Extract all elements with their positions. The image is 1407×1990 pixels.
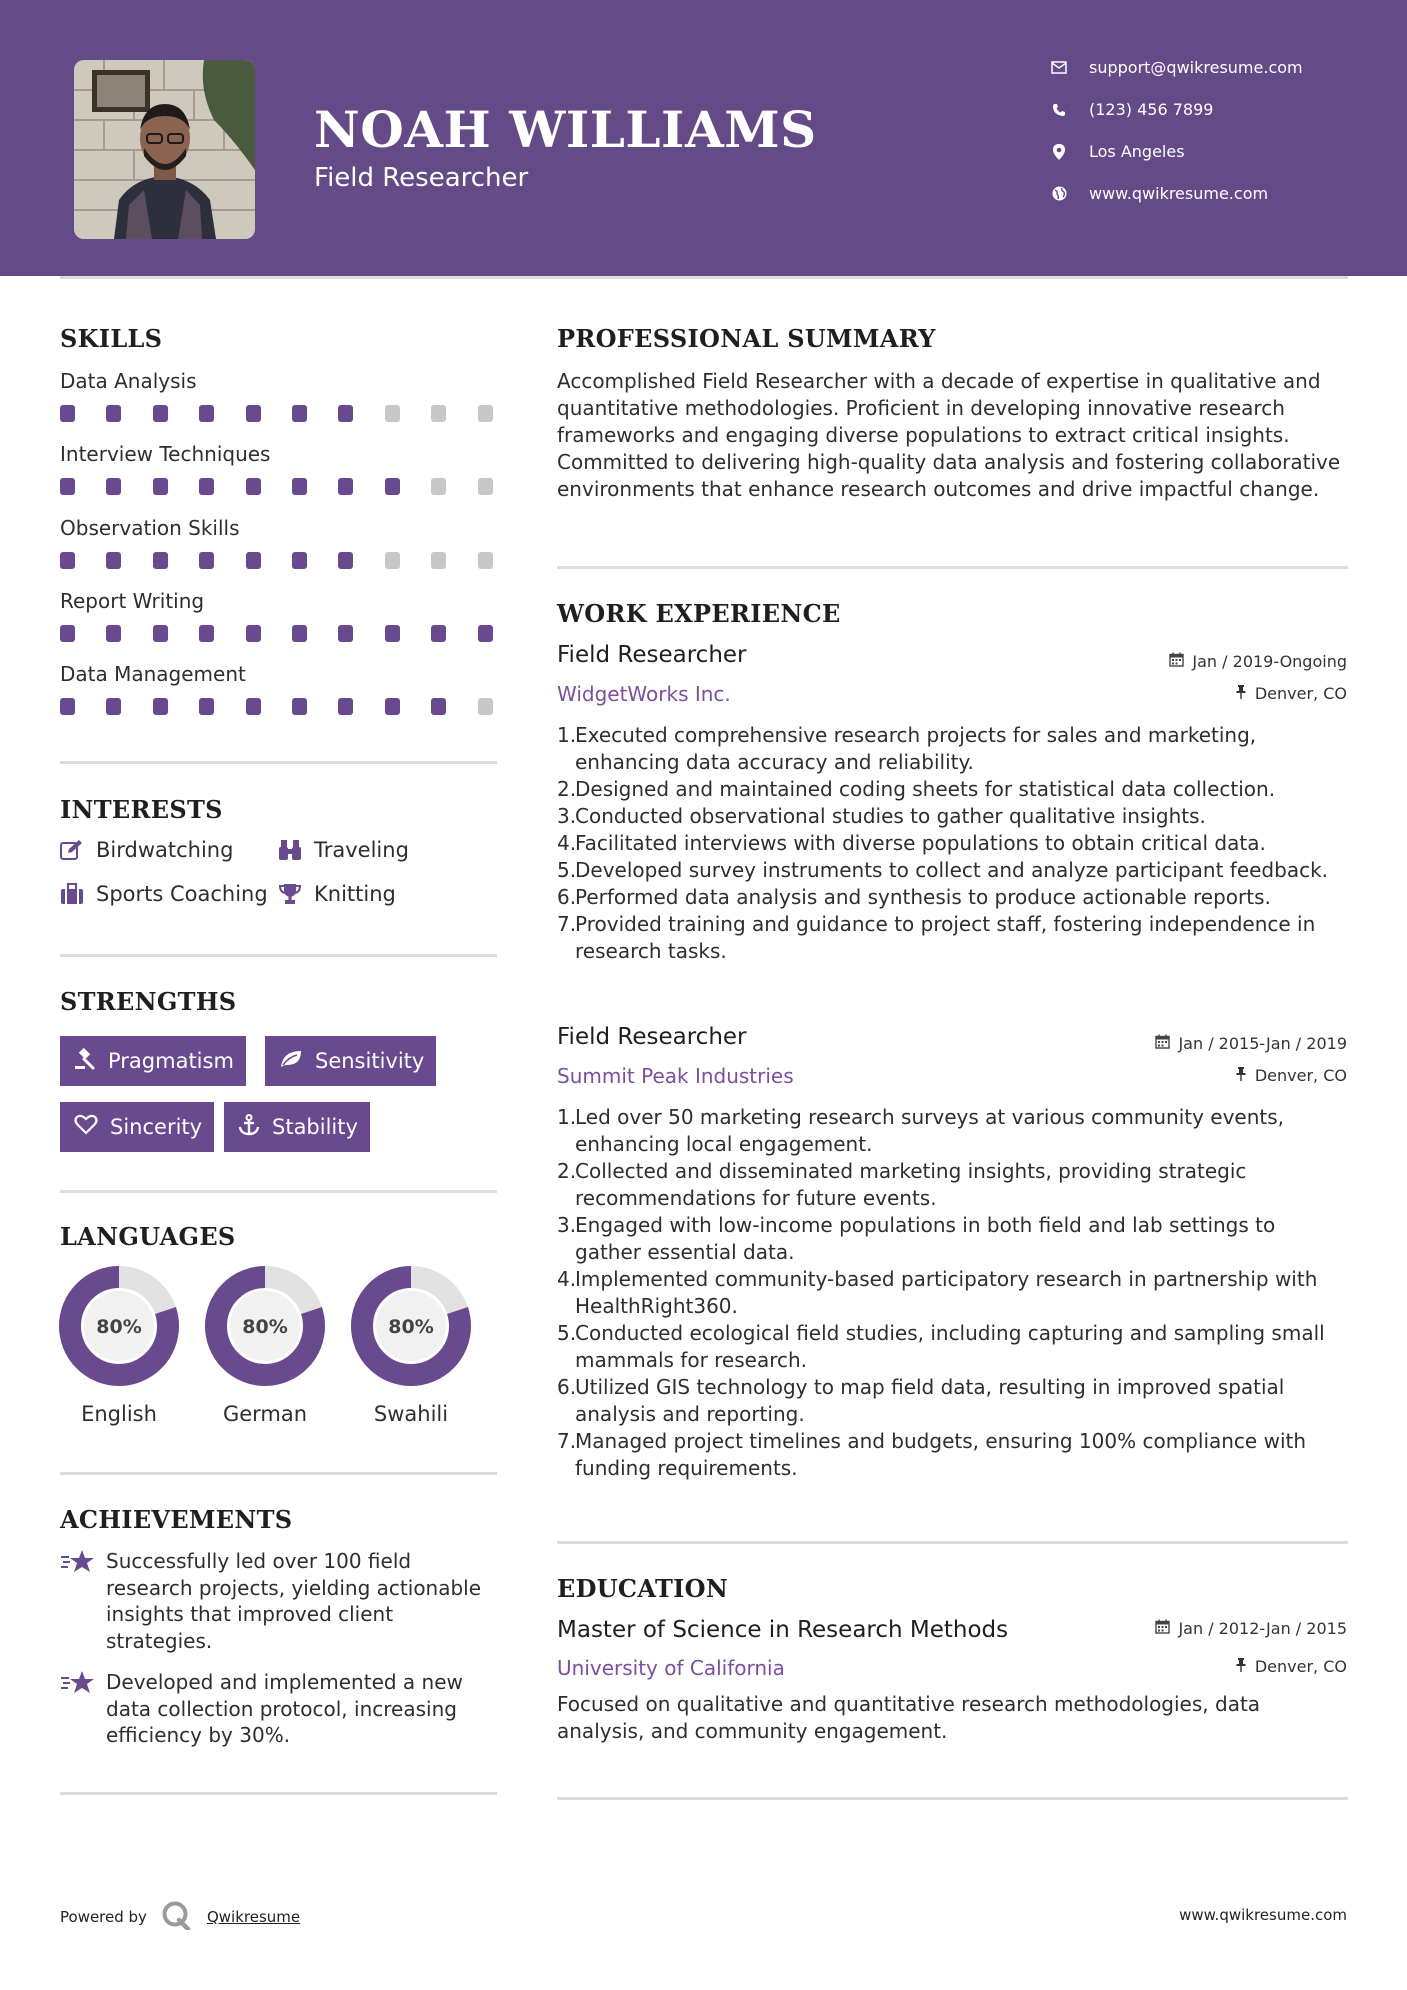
rating-dot-empty	[478, 698, 493, 715]
rating-dot-filled	[106, 698, 121, 715]
bullet-number: 3.	[557, 804, 577, 828]
contact-website-text: www.qwikresume.com	[1089, 184, 1269, 203]
rating-dot-filled	[60, 405, 75, 422]
job-bullets	[557, 722, 1347, 965]
rating-dot-filled	[60, 552, 75, 569]
contact-email[interactable]	[1050, 58, 1380, 77]
skill-rating	[60, 698, 524, 715]
rating-dot-filled	[199, 405, 214, 422]
rating-dot-filled	[338, 552, 353, 569]
rating-dot-filled	[338, 478, 353, 495]
rating-dot-filled	[246, 405, 261, 422]
contact-phone[interactable]	[1050, 100, 1380, 119]
job-bullet	[557, 803, 1347, 830]
bullet-text: Executed comprehensive research projects for sales and marketing, enhancing data accuracy and reliability.	[575, 723, 1257, 774]
pin-icon	[1235, 1066, 1247, 1085]
bullet-text: Developed survey instruments to collect and analyze participant feedback.	[575, 858, 1329, 882]
rating-dot-filled	[338, 698, 353, 715]
interest-label: Traveling	[314, 838, 409, 862]
skill-rating	[60, 625, 524, 642]
job-bullet	[557, 1266, 1347, 1320]
rating-dot-filled	[431, 625, 446, 642]
skills-title: SKILLS	[60, 324, 163, 353]
qwikresume-logo-icon	[161, 1900, 193, 1934]
interest-label: Sports Coaching	[96, 882, 268, 906]
rating-dot-filled	[431, 698, 446, 715]
rating-dot-filled	[153, 698, 168, 715]
rating-dot-filled	[292, 552, 307, 569]
rating-dot-filled	[60, 625, 75, 642]
rating-dot-empty	[478, 552, 493, 569]
language-ring	[349, 1264, 473, 1392]
skill-name: Data Management	[60, 662, 246, 687]
anchor-icon	[238, 1114, 260, 1141]
strengths-title: STRENGTHS	[60, 987, 237, 1016]
rating-dot-empty	[431, 552, 446, 569]
bullet-number: 6.	[557, 885, 577, 909]
achievements-divider	[60, 1792, 497, 1795]
bullet-text: Engaged with low-income populations in both field and lab settings to gather essential data.	[575, 1213, 1276, 1264]
bullet-text: Conducted ecological field studies, including capturing and sampling small mammals for research.	[575, 1321, 1325, 1372]
interest-knitting	[278, 882, 396, 906]
bullet-number: 7.	[557, 1429, 577, 1453]
rating-dot-empty	[385, 552, 400, 569]
bullet-text: Collected and disseminated marketing insights, providing strategic recommendations for future events.	[575, 1159, 1247, 1210]
bullet-text: Designed and maintained coding sheets for statistical data collection.	[575, 777, 1276, 801]
contact-location	[1050, 142, 1380, 161]
qwikresume-link[interactable]: Qwikresume	[206, 1908, 301, 1926]
experience-title: WORK EXPERIENCE	[557, 599, 841, 628]
job-bullet	[557, 1212, 1347, 1266]
job-company: WidgetWorks Inc.	[557, 682, 731, 706]
rating-dot-filled	[385, 478, 400, 495]
education-school: University of California	[557, 1656, 785, 1680]
rating-dot-filled	[292, 625, 307, 642]
bullet-text: Performed data analysis and synthesis to produce actionable reports.	[575, 885, 1271, 909]
job-dates-text: Jan / 2015-Jan / 2019	[1178, 1034, 1347, 1053]
heart-icon	[74, 1114, 98, 1140]
star-icon	[60, 1669, 96, 1749]
achievements-title: ACHIEVEMENTS	[60, 1505, 293, 1534]
rating-dot-filled	[60, 698, 75, 715]
rating-dot-filled	[246, 625, 261, 642]
job-bullet	[557, 830, 1347, 857]
rating-dot-filled	[106, 405, 121, 422]
phone-icon	[1050, 101, 1068, 119]
strength-tag-stability	[224, 1102, 370, 1152]
rating-dot-empty	[385, 405, 400, 422]
language-name: Swahili	[373, 1402, 449, 1426]
job-location	[1235, 684, 1347, 703]
contact-location-text: Los Angeles	[1089, 142, 1185, 161]
strength-label: Stability	[272, 1115, 358, 1139]
rating-dot-filled	[292, 405, 307, 422]
skill-name: Report Writing	[60, 588, 205, 613]
bullet-text: Provided training and guidance to project staff, fostering independence in research tasks.	[575, 912, 1316, 963]
bullet-text: Implemented community-based participatory research in partnership with HealthRight360.	[575, 1267, 1318, 1318]
bullet-number: 3.	[557, 1213, 577, 1237]
rating-dot-filled	[246, 698, 261, 715]
bullet-number: 4.	[557, 831, 577, 855]
rating-dot-empty	[478, 405, 493, 422]
profile-photo	[74, 60, 255, 239]
calendar-icon	[1155, 1034, 1170, 1053]
strength-tag-sincerity	[60, 1102, 214, 1152]
strength-label: Sincerity	[110, 1115, 203, 1139]
job-bullets	[557, 1104, 1347, 1482]
rating-dot-filled	[153, 552, 168, 569]
bullet-number: 5.	[557, 1321, 577, 1345]
bullet-text: Conducted observational studies to gather qualitative insights.	[575, 804, 1206, 828]
job-bullet	[557, 884, 1347, 911]
job-bullet	[557, 857, 1347, 884]
job-bullet	[557, 1320, 1347, 1374]
gavel-icon	[74, 1048, 96, 1075]
rating-dot-filled	[292, 478, 307, 495]
pin-icon	[1235, 684, 1247, 703]
summary-title: PROFESSIONAL SUMMARY	[557, 324, 936, 353]
language-percent: 80%	[242, 1316, 288, 1338]
briefcase-icon	[60, 883, 84, 905]
bullet-number: 4.	[557, 1267, 577, 1291]
interests-title: INTERESTS	[60, 795, 223, 824]
rating-dot-filled	[106, 478, 121, 495]
job-dates-text: Jan / 2019-Ongoing	[1192, 652, 1347, 671]
language-ring	[203, 1264, 327, 1392]
contact-website[interactable]	[1050, 184, 1380, 203]
achievement-item	[60, 1548, 500, 1654]
achievement-item	[60, 1669, 500, 1749]
rating-dot-filled	[246, 478, 261, 495]
candidate-title: Field Researcher	[314, 163, 529, 193]
job-bullet	[557, 722, 1347, 776]
interests-divider	[60, 954, 497, 957]
trophy-icon	[278, 883, 302, 905]
job-bullet	[557, 776, 1347, 803]
rating-dot-filled	[60, 478, 75, 495]
job-bullet	[557, 1158, 1347, 1212]
languages-divider	[60, 1472, 497, 1475]
job-role: Field Researcher	[557, 1024, 747, 1050]
education-divider	[557, 1797, 1348, 1800]
education-location	[1235, 1657, 1347, 1676]
education-description: Focused on qualitative and quantitative research methodologies, data analysis, and community engagement.	[557, 1692, 1261, 1743]
rating-dot-filled	[153, 478, 168, 495]
strengths-divider	[60, 1190, 497, 1193]
skill-rating	[60, 552, 524, 569]
experience-divider	[557, 1541, 1348, 1544]
header-divider	[60, 276, 1348, 279]
job-location-text: Denver, CO	[1254, 1066, 1347, 1085]
rating-dot-empty	[478, 478, 493, 495]
education-location-text: Denver, CO	[1254, 1657, 1347, 1676]
powered-by-text: Powered by	[60, 1908, 147, 1926]
rating-dot-filled	[153, 625, 168, 642]
rating-dot-empty	[431, 405, 446, 422]
job-location	[1235, 1066, 1347, 1085]
education-title: EDUCATION	[557, 1574, 729, 1603]
binoculars-icon	[278, 839, 302, 861]
bullet-number: 6.	[557, 1375, 577, 1399]
footer-powered-by	[60, 1900, 300, 1934]
skill-rating	[60, 478, 524, 495]
job-dates	[1169, 652, 1347, 671]
rating-dot-filled	[385, 625, 400, 642]
resume-header	[0, 0, 1407, 276]
language-name: English	[81, 1402, 157, 1426]
summary-text: Accomplished Field Researcher with a decade of expertise in qualitative and quantitative methodologies. Proficient in developing innovative research frameworks and engaging diverse populations to extract critical insights. Committed to delivering high-quality data analysis and fostering collaborative environments that enhance research outcomes and drive impactful change.	[557, 369, 1341, 501]
rating-dot-filled	[199, 698, 214, 715]
language-percent: 80%	[96, 1316, 142, 1338]
strength-tag-sensitivity	[265, 1036, 436, 1086]
bullet-text: Utilized GIS technology to map field data, resulting in improved spatial analysis and reporting.	[575, 1375, 1285, 1426]
star-icon	[60, 1548, 96, 1654]
bullet-number: 1.	[557, 1105, 577, 1129]
skills-divider	[60, 761, 497, 764]
calendar-icon	[1155, 1619, 1170, 1638]
skill-name: Observation Skills	[60, 515, 240, 540]
edit-icon	[60, 839, 84, 861]
language-ring	[57, 1264, 181, 1392]
bullet-number: 1.	[557, 723, 577, 747]
strength-tag-pragmatism	[60, 1036, 246, 1086]
rating-dot-filled	[385, 698, 400, 715]
contact-phone-text: (123) 456 7899	[1089, 100, 1214, 119]
rating-dot-filled	[199, 552, 214, 569]
interest-sports-coaching	[60, 882, 268, 906]
strength-label: Pragmatism	[108, 1049, 234, 1073]
strength-label: Sensitivity	[315, 1049, 425, 1073]
summary-divider	[557, 566, 1348, 569]
footer-website[interactable]: www.qwikresume.com	[1179, 1906, 1347, 1924]
bullet-number: 5.	[557, 858, 577, 882]
education-degree: Master of Science in Research Methods	[557, 1617, 1009, 1643]
bullet-number: 2.	[557, 777, 577, 801]
education-dates	[1155, 1619, 1347, 1638]
calendar-icon	[1169, 652, 1184, 671]
rating-dot-filled	[106, 552, 121, 569]
rating-dot-filled	[199, 625, 214, 642]
job-bullet	[557, 1374, 1347, 1428]
job-company: Summit Peak Industries	[557, 1064, 794, 1088]
languages-title: LANGUAGES	[60, 1222, 236, 1251]
job-dates	[1155, 1034, 1347, 1053]
bullet-text: Facilitated interviews with diverse populations to obtain critical data.	[575, 831, 1266, 855]
job-role: Field Researcher	[557, 642, 747, 668]
interest-label: Knitting	[314, 882, 396, 906]
rating-dot-filled	[292, 698, 307, 715]
job-bullet	[557, 1104, 1347, 1158]
bullet-text: Managed project timelines and budgets, ensuring 100% compliance with funding requirements.	[575, 1429, 1307, 1480]
globe-icon	[1050, 185, 1068, 203]
job-location-text: Denver, CO	[1254, 684, 1347, 703]
education-dates-text: Jan / 2012-Jan / 2015	[1178, 1619, 1347, 1638]
skill-name: Data Analysis	[60, 369, 197, 393]
rating-dot-filled	[338, 625, 353, 642]
rating-dot-filled	[338, 405, 353, 422]
leaf-icon	[279, 1049, 303, 1074]
rating-dot-filled	[246, 552, 261, 569]
interest-label: Birdwatching	[96, 838, 234, 862]
achievement-text: Successfully led over 100 field research projects, yielding actionable insights that improved client strategies.	[106, 1549, 482, 1653]
contact-email-text: support@qwikresume.com	[1089, 58, 1303, 77]
pin-icon	[1235, 1657, 1247, 1676]
rating-dot-filled	[153, 405, 168, 422]
skill-name: Interview Techniques	[60, 442, 271, 467]
bullet-text: Led over 50 marketing research surveys at various community events, enhancing local engagement.	[575, 1105, 1285, 1156]
rating-dot-empty	[431, 478, 446, 495]
language-name: German	[222, 1402, 308, 1426]
interest-birdwatching	[60, 838, 233, 862]
skill-rating	[60, 405, 524, 422]
candidate-name: NOAH WILLIAMS	[314, 100, 817, 159]
job-bullet	[557, 1428, 1347, 1482]
interest-traveling	[278, 838, 409, 862]
language-percent: 80%	[388, 1316, 434, 1338]
bullet-number: 2.	[557, 1159, 577, 1183]
map-pin-icon	[1050, 143, 1068, 161]
rating-dot-filled	[478, 625, 493, 642]
rating-dot-filled	[199, 478, 214, 495]
job-bullet	[557, 911, 1347, 965]
rating-dot-filled	[106, 625, 121, 642]
achievement-text: Developed and implemented a new data collection protocol, increasing efficiency by 30%.	[106, 1670, 463, 1747]
envelope-icon	[1050, 59, 1068, 77]
bullet-number: 7.	[557, 912, 577, 936]
